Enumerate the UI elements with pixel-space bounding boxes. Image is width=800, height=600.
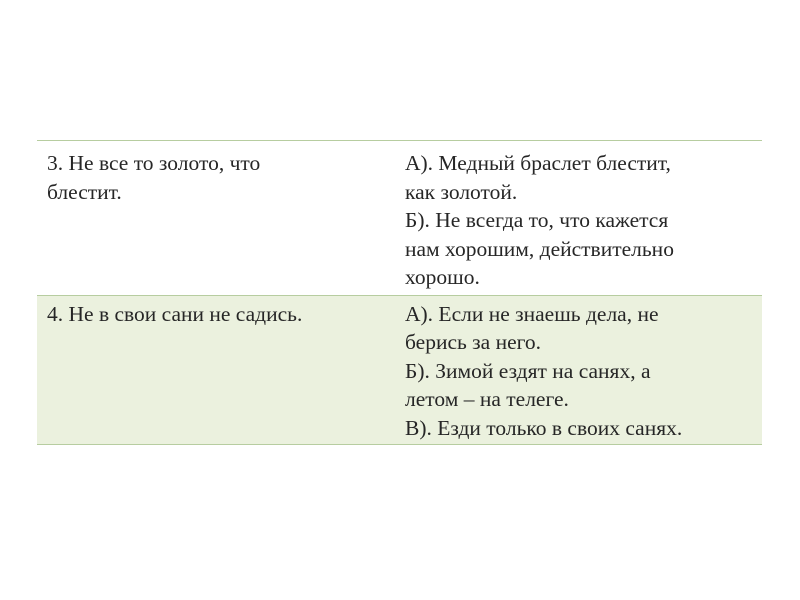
option-c (405, 414, 762, 443)
option-text-line: А). Медный браслет блестит, (405, 151, 671, 175)
proverb-text-line: блестит. (47, 179, 122, 204)
option-b (405, 357, 762, 414)
proverb-text-line: 3. Не все то золото, что (47, 151, 261, 175)
option-b (405, 206, 762, 292)
table-row-proverb-4 (37, 295, 762, 445)
option-text-line: Б). Не всегда то, что кажется (405, 208, 669, 232)
option-a (405, 300, 762, 357)
proverb-table (37, 140, 762, 445)
option-text-line: В). Езди только в своих санях. (405, 415, 683, 440)
proverb-text-line: 4. Не в свои сани не садись. (47, 301, 303, 326)
option-text-line: как золотой. (405, 179, 518, 204)
option-text-line: А). Если не знаешь дела, не (405, 301, 659, 326)
table-row-proverb-3 (37, 141, 762, 295)
options-cell (403, 296, 762, 445)
option-text-line: нам хорошим, действительно (405, 236, 674, 261)
option-text-line: берись за него. (405, 330, 542, 354)
proverb-cell (37, 296, 403, 445)
option-a (405, 149, 762, 206)
option-text-line: хорошо. (405, 265, 480, 289)
option-text-line: Б). Зимой ездят на санях, а (405, 358, 651, 383)
option-text-line: летом – на телеге. (405, 387, 569, 411)
proverb-cell (37, 141, 403, 295)
options-cell (403, 141, 762, 295)
